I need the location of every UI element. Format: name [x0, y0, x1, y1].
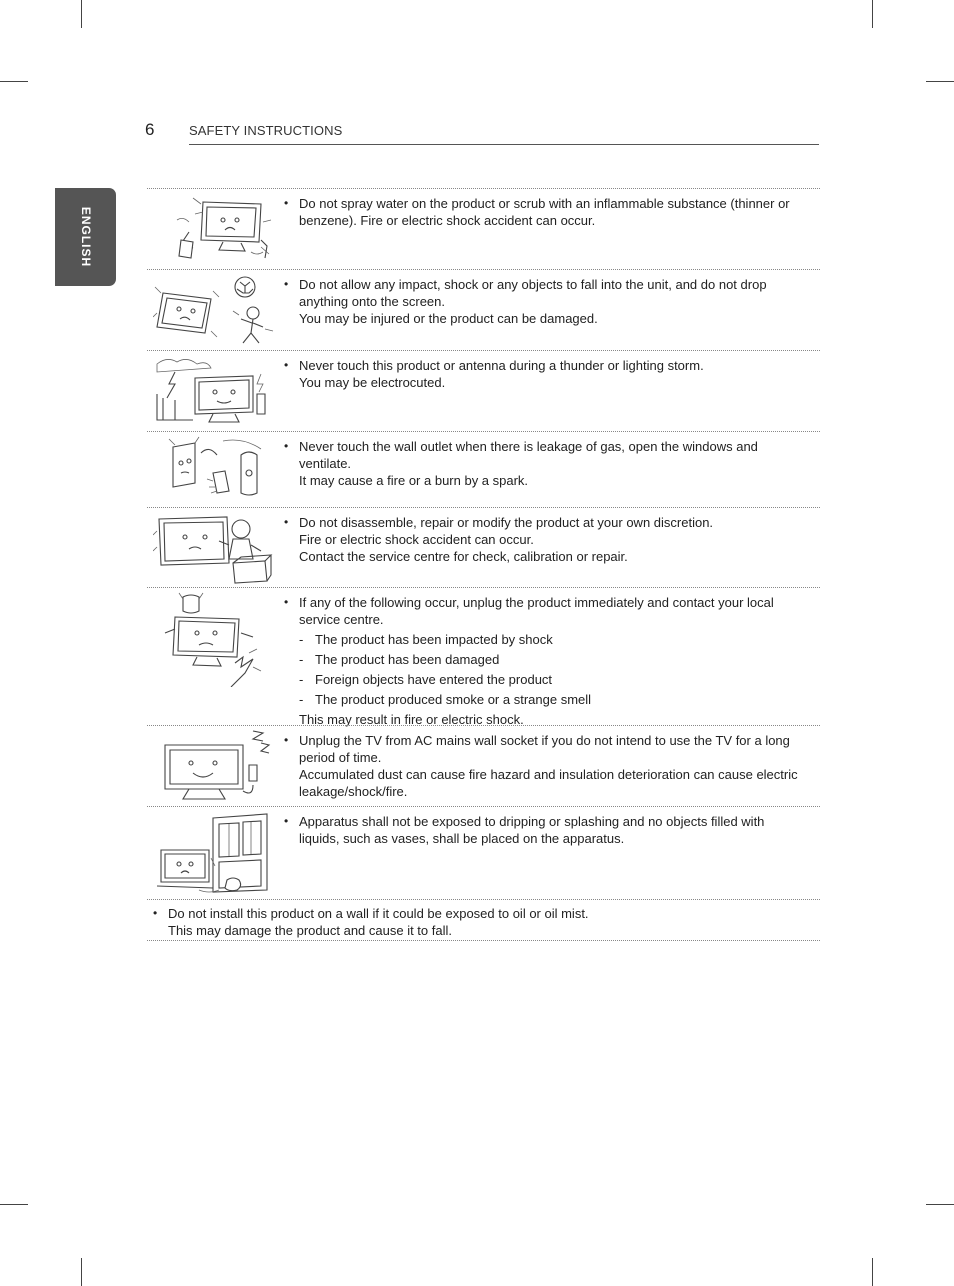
tv-impact-illustration — [153, 273, 275, 347]
condition-text: The product has been impacted by shock — [315, 632, 553, 647]
dash-mark: - — [299, 692, 304, 707]
condition-text: The product produced smoke or a strange smell — [315, 692, 592, 707]
crop-mark — [0, 1204, 28, 1205]
safety-row-ac-socket — [147, 725, 820, 807]
wall-outlet-gas-illustration — [153, 435, 275, 505]
safety-row-oil-mist — [147, 899, 820, 941]
tv-disassemble-illustration — [153, 511, 275, 587]
instruction-text — [284, 438, 814, 489]
tv-storm-illustration — [153, 354, 275, 428]
instruction-text — [284, 813, 814, 847]
bullet-point: • — [284, 814, 289, 828]
instruction-line: Do not allow any impact, shock or any objects to fall into the unit, and do not drop — [299, 277, 767, 292]
language-tab — [55, 188, 116, 286]
condition-list — [299, 631, 814, 708]
crop-mark — [926, 81, 954, 82]
safety-row-disassemble — [147, 507, 820, 588]
instruction-line: Apparatus shall not be exposed to dripping or splashing and no objects filled with — [299, 814, 765, 829]
instruction-line: Contact the service centre for check, calibration or repair. — [299, 549, 628, 564]
instruction-line: leakage/shock/fire. — [299, 784, 408, 799]
safety-row-spray — [147, 188, 820, 270]
instruction-line: Accumulated dust can cause fire hazard and insulation deterioration can cause electric — [299, 767, 798, 782]
instruction-line: Unplug the TV from AC mains wall socket if you do not intend to use the TV for a long — [299, 733, 790, 748]
tv-dripping-illustration — [153, 810, 275, 896]
crop-mark — [872, 1258, 873, 1286]
header-divider — [189, 144, 819, 145]
instruction-line: You may be electrocuted. — [299, 375, 446, 390]
instruction-line: Never touch this product or antenna during a thunder or lighting storm. — [299, 358, 704, 373]
instruction-line: service centre. — [299, 612, 384, 627]
instruction-line: It may cause a fire or a burn by a spark. — [299, 473, 529, 488]
bullet-point: • — [153, 906, 158, 920]
condition-text: Foreign objects have entered the product — [315, 672, 553, 687]
instruction-line: Do not spray water on the product or scrub with an inflammable substance (thinner or — [299, 196, 790, 211]
instruction-line: Do not disassemble, repair or modify the product at your own discretion. — [299, 515, 714, 530]
instruction-line: ventilate. — [299, 456, 352, 471]
instruction-line: This may result in fire or electric shock. — [299, 712, 524, 727]
instruction-line: benzene). Fire or electric shock accident can occur. — [299, 213, 596, 228]
instruction-line: If any of the following occur, unplug the product immediately and contact your local — [299, 595, 774, 610]
instruction-text — [284, 357, 814, 391]
bullet-point: • — [284, 196, 289, 210]
instruction-line: Never touch the wall outlet when there is leakage of gas, open the windows and — [299, 439, 758, 454]
safety-row-impact — [147, 269, 820, 351]
instruction-text — [284, 732, 814, 800]
instruction-text — [284, 514, 814, 565]
language-label: ENGLISH — [78, 206, 93, 268]
instruction-line: period of time. — [299, 750, 382, 765]
safety-row-dripping — [147, 806, 820, 900]
bullet-point: • — [284, 595, 289, 609]
dash-mark: - — [299, 632, 304, 647]
tv-spray-illustration — [153, 192, 275, 266]
crop-mark — [0, 81, 28, 82]
condition-text: The product has been damaged — [315, 652, 500, 667]
instruction-line: This may damage the product and cause it to fall. — [168, 923, 452, 938]
bullet-point: • — [284, 358, 289, 372]
condition-item — [299, 671, 814, 688]
safety-row-gas — [147, 431, 820, 508]
instruction-line: anything onto the screen. — [299, 294, 445, 309]
instruction-line: liquids, such as vases, shall be placed on the apparatus. — [299, 831, 625, 846]
instruction-line: Fire or electric shock accident can occur. — [299, 532, 534, 547]
crop-mark — [872, 0, 873, 28]
instruction-line: Do not install this product on a wall if it could be exposed to oil or oil mist. — [168, 906, 589, 921]
safety-row-storm — [147, 350, 820, 432]
dash-mark: - — [299, 652, 304, 667]
instruction-text — [284, 195, 814, 229]
instruction-text — [153, 905, 803, 939]
bullet-point: • — [284, 439, 289, 453]
instruction-line: You may be injured or the product can be damaged. — [299, 311, 598, 326]
condition-item — [299, 631, 814, 648]
bullet-point: • — [284, 277, 289, 291]
crop-mark — [81, 1258, 82, 1286]
bullet-point: • — [284, 515, 289, 529]
instruction-text — [284, 276, 814, 327]
tv-unplug-illustration — [153, 591, 275, 687]
safety-row-unplug — [147, 587, 820, 726]
crop-mark — [926, 1204, 954, 1205]
condition-item — [299, 691, 814, 708]
tv-ac-socket-illustration — [153, 729, 275, 805]
section-title: SAFETY INSTRUCTIONS — [189, 123, 343, 138]
instruction-text — [284, 594, 814, 728]
dash-mark: - — [299, 672, 304, 687]
condition-item — [299, 651, 814, 668]
page-number: 6 — [145, 120, 155, 139]
crop-mark — [81, 0, 82, 28]
bullet-point: • — [284, 733, 289, 747]
